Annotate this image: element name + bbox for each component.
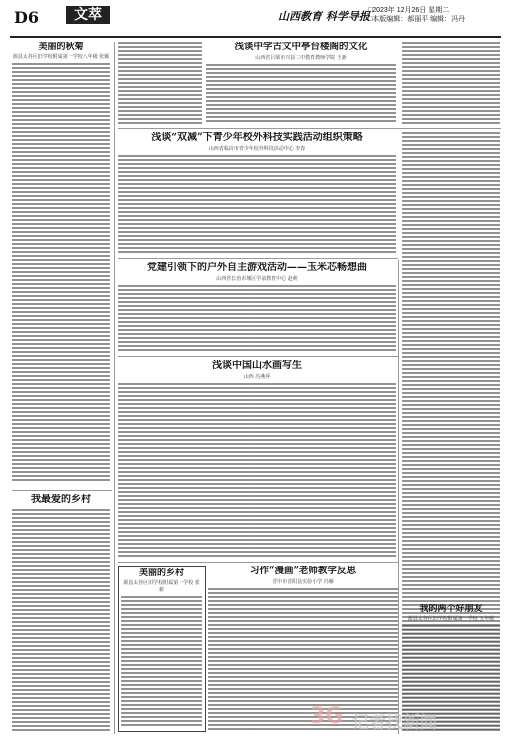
page-header <box>0 0 511 40</box>
article-landscape-painting <box>118 360 396 558</box>
article-body-column <box>402 42 500 124</box>
article-title: 习作“漫画”老师教学反思 <box>250 566 356 576</box>
column-divider <box>398 260 399 734</box>
section-divider <box>118 258 398 259</box>
section-label: 文萃 <box>66 6 110 24</box>
article-title: 我的两个好朋友 <box>419 604 483 614</box>
article-byline: 山西省长治市城区学前教育中心 赵莉 <box>216 275 298 282</box>
article-favorite-village <box>12 494 110 732</box>
article-title: 美丽的乡村 <box>138 568 184 578</box>
article-title: 我最爱的乡村 <box>31 494 91 505</box>
paper-name: 山西教育 科学导报 <box>278 10 370 23</box>
date-info <box>368 6 498 24</box>
section-divider <box>402 600 500 601</box>
article-body <box>118 42 202 124</box>
article-body <box>402 42 500 124</box>
watermark-logo: 3G <box>310 704 344 729</box>
section-divider <box>118 562 398 563</box>
article-title: 美丽的秋菊 <box>38 42 84 52</box>
date-line: □2023年 12月26日 星期二 <box>368 7 450 14</box>
article-title: 党建引领下的户外自主游戏活动——玉米芯畅想曲 <box>147 262 367 273</box>
article-byline: 山西省临汾市青少年校外科技活动中心 李春 <box>208 145 306 152</box>
article-title: 浅谈“双减”下青少年校外科技实践活动组织策略 <box>151 132 363 143</box>
article-body <box>12 509 110 733</box>
article-corn-cob-play <box>118 262 396 352</box>
article-title: 浅谈中学古文中亭台楼阁的文化 <box>234 42 368 52</box>
section-divider <box>118 356 398 357</box>
article-body <box>206 64 396 124</box>
article-byline: 源县太谷区旧学校附属第一学校 五年级 <box>407 616 495 623</box>
article-body <box>118 285 396 353</box>
article-byline: 山西省吕梁市兴县二中教育教师学院 王新 <box>255 54 347 61</box>
article-byline: 源县太谷区旧学校附属第一学校 张新 <box>123 580 200 594</box>
article-comic-teacher <box>208 566 398 730</box>
article-title: 浅谈中国山水画写生 <box>212 360 302 371</box>
article-body <box>12 63 110 482</box>
page-number: D6 <box>14 8 40 27</box>
article-byline: 山西 冯燕萍 <box>243 373 271 380</box>
article-autumn-chrysanthemum <box>12 42 110 482</box>
section-divider <box>118 128 501 129</box>
header-rule <box>10 36 501 38</box>
article-byline: 晋中市昔阳县实验小学 冯雁 <box>272 578 334 585</box>
column-divider <box>114 42 115 734</box>
article-beautiful-village <box>121 568 202 728</box>
article-body-column <box>118 42 202 124</box>
article-body <box>121 596 202 728</box>
article-body <box>118 383 396 559</box>
article-byline: 源县太谷区旧学校附属第一学校八年级 张颖 <box>12 54 110 61</box>
article-pavilion-culture <box>206 42 396 124</box>
section-divider <box>12 490 112 491</box>
watermark-text: 记者找新闻 <box>352 713 437 733</box>
editor-line: □本版编辑：郝丽平 编辑：冯丹 <box>368 16 466 23</box>
article-body <box>118 155 396 255</box>
article-double-reduction <box>118 132 396 254</box>
